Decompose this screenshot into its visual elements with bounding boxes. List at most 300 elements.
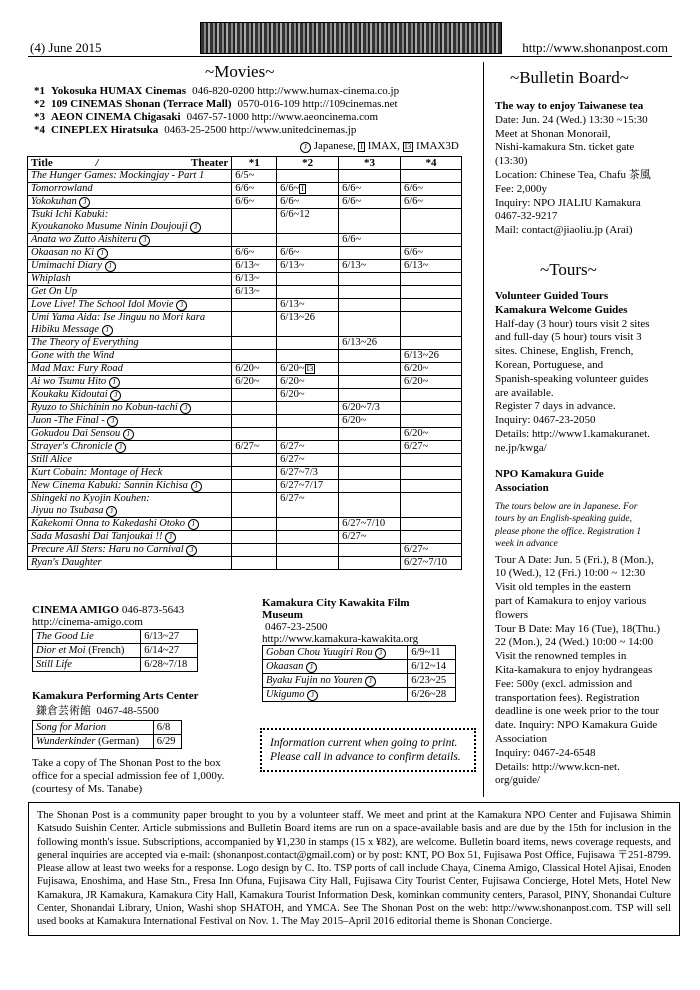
movie-title: Sada Masashi Dai Tanjoukai !! J (28, 531, 232, 544)
movie-title: Kakekomi Onna to Kakedashi Otoko J (28, 518, 232, 531)
kpac-jp: 鎌倉芸術館 (36, 705, 91, 717)
japanese-icon: J (102, 325, 113, 336)
japanese-icon: J (300, 142, 311, 153)
showing-c3: 6/13~ (339, 260, 401, 273)
showing-c4 (401, 234, 462, 247)
japanese-icon: J (176, 300, 187, 311)
japanese-icon: J (107, 416, 118, 427)
table-row (28, 337, 462, 350)
movie-title: Whiplash (28, 273, 232, 286)
movie-title: Tsuki Ichi Kabuki: Kyoukanoko Musume Ninin Doujouji J (28, 209, 232, 234)
legend-japanese: Japanese, (313, 140, 356, 152)
text-line: please phone the office. Registration 1 (495, 526, 642, 537)
showing-c1 (232, 531, 277, 544)
theater-name: 109 CINEMAS Shonan (Terrace Mall) (51, 98, 232, 110)
japanese-icon: J (191, 481, 202, 492)
amigo-phone: 046-873-5643 (121, 604, 185, 616)
movie-title: Yokokuhan J (28, 196, 232, 209)
footer-info: The Shonan Post is a community paper brought to you by a volunteer staff. We meet and print at the Kamakura NPO Center and Fujisawa Shimin Katsudo Suishin Center. Article submissions and Bulletin Board items are run on a space-available basis and are due by the 15th for inclusion in the following month's issue. Subscriptions, accompanied by ¥1,230 in stamps (15 x ¥82), are welcome. Bulletin board items, news coverage requests, and general inquiries are accepted via e-mail: (shonanpost.contact@gmail.com) or by post: KNT, PO Box 51, Fujisawa Post Office, Fujisawa 〒251-8799. Please allow at least two weeks for a response. Logo design by C. Ito. TSP ports of call include Chaya, Cinema Amigo, Classical Hotel Ajisai, Enoden Fujisawa, Enoshima, and Hase Stn., Fresa Inn Ofuna, Fujisawa City Hall, Fujisawa City Tourist Center, Fujisawa Concierge, Hotel Mets, Hotel New Kamakura, JR Kamakura, Kamakura City Hall, Kamakura Tourist Information Desk, kominkan community centers, Parasol, PINY, Shonandai Culture Center, Shonandai Library, Union, Washi shop SHATOH, and YMCA. See The Shonan Post on the web: http://www.shonanpost.com. TSP will sell used books at Kamakura International Festival on Nov. 1. The May 2015–April 2016 editorial theme is Shonan Concierge. (28, 802, 680, 936)
showing-c2 (277, 286, 339, 299)
showing-c4 (401, 286, 462, 299)
header-divider (28, 56, 672, 57)
npo-tours (495, 468, 680, 788)
kawakita-url[interactable]: http://www.kamakura-kawakita.org (262, 633, 419, 645)
movie-title: Love Live! The School Idol Movie J (28, 299, 232, 312)
showing-c3: 6/20~7/3 (339, 402, 401, 415)
vg-subtitle: Kamakura Welcome Guides (495, 303, 628, 316)
showing-c2 (277, 531, 339, 544)
showing-c2: 6/6~ (277, 247, 339, 260)
text-line: Half-day (3 hour) tours visit 2 sites (495, 317, 650, 330)
movie-title: New Cinema Kabuki: Sannin Kichisa J (28, 480, 232, 493)
issue-label: (4) June 2015 (30, 40, 102, 55)
showing-c1 (232, 415, 277, 428)
showing-c4 (401, 389, 462, 402)
movie-title: Okaasan no Ki J (28, 247, 232, 260)
showing-c2 (277, 415, 339, 428)
film-date: 6/12~14 (408, 660, 456, 674)
kpac (32, 690, 247, 796)
table-row (28, 273, 462, 286)
japanese-icon: J (190, 222, 201, 233)
showing-c2 (277, 170, 339, 183)
japanese-icon: J (139, 235, 150, 246)
showing-c2: 6/20~ (277, 389, 339, 402)
legend-imax3d: IMAX3D (416, 140, 459, 152)
movie-title: Umi Yama Aida: Ise Jinguu no Mori kara Hibiku Message J (28, 312, 232, 337)
col-header-2: *2 (277, 157, 339, 170)
showing-c4 (401, 493, 462, 518)
japanese-icon: J (105, 261, 116, 272)
film-date: 6/26~28 (408, 688, 456, 702)
showing-c1 (232, 428, 277, 441)
volunteer-tours (495, 290, 680, 456)
theater-name: AEON CINEMA Chigasaki (51, 111, 181, 123)
table-row (263, 674, 456, 688)
movie-title: Strayer's Chronicle J (28, 441, 232, 454)
showing-c1 (232, 402, 277, 415)
showing-c2: 6/20~ I3 (277, 363, 339, 376)
showing-c4 (401, 273, 462, 286)
movie-title: Kurt Cobain: Montage of Heck (28, 467, 232, 480)
movie-title: Tomorrowland (28, 183, 232, 196)
showing-c1: 6/6~ (232, 183, 277, 196)
text-line: Visit the renowned temples in (495, 650, 627, 663)
table-row (33, 658, 198, 672)
theater-1 (34, 85, 399, 98)
theater-num: *1 (34, 85, 45, 97)
theater-list (34, 85, 399, 137)
table-row (28, 312, 462, 337)
kpac-name: Kamakura Performing Arts Center (32, 690, 199, 702)
title-header: Title / Theater (28, 157, 232, 170)
showing-c2 (277, 350, 339, 363)
text-line: flowers (495, 608, 528, 621)
japanese-icon: J (106, 506, 117, 517)
showing-c3 (339, 454, 401, 467)
showing-c1 (232, 299, 277, 312)
text-line: Spanish-speaking volunteer guides (495, 372, 649, 385)
japanese-icon: J (188, 519, 199, 530)
theater-info: 0570-016-109 http://109cinemas.net (237, 98, 398, 110)
text-line: sites. Chinese, English, French, (495, 345, 634, 358)
cinema-amigo (32, 604, 242, 672)
movies-heading: ~Movies~ (205, 62, 275, 81)
showing-c3 (339, 363, 401, 376)
showing-c3: 6/6~ (339, 183, 401, 196)
japanese-icon: J (186, 545, 197, 556)
table-row (33, 721, 182, 735)
showing-c1 (232, 544, 277, 557)
theater-info: 0463-25-2500 http://www.unitedcinemas.jp (164, 124, 357, 136)
showing-c2: 6/27~ (277, 454, 339, 467)
table-row (28, 454, 462, 467)
text-line: Register 7 days in advance. (495, 400, 616, 413)
movie-title: Shingeki no Kyojin Kouhen: Jiyuu no Tsubasa J (28, 493, 232, 518)
showing-c1 (232, 480, 277, 493)
film-title: Ukigumo J (263, 688, 408, 702)
movie-title: The Theory of Everything (28, 337, 232, 350)
table-row (28, 363, 462, 376)
showing-c3 (339, 299, 401, 312)
event-title: The way to enjoy Taiwanese tea (495, 100, 644, 112)
text-line: 0467-32-9217 (495, 210, 558, 223)
text-line: Inquiry: 0467-23-2050 (495, 414, 596, 427)
movie-title: Ai wo Tsumu Hito J (28, 376, 232, 389)
showing-c4: 6/13~26 (401, 350, 462, 363)
imax3d-icon: I3 (306, 364, 314, 373)
showing-c1 (232, 209, 277, 234)
bulletin-heading: ~Bulletin Board~ (510, 68, 629, 87)
table-row (28, 260, 462, 273)
showing-c2 (277, 273, 339, 286)
showing-c2: 6/6~12 (277, 209, 339, 234)
showing-c3 (339, 428, 401, 441)
text-line: Location: Chinese Tea, Chafu 茶風 (495, 168, 651, 181)
table-row (28, 518, 462, 531)
masthead-photo-band (200, 22, 502, 54)
vg-title: Volunteer Guided Tours (495, 290, 609, 302)
theater-num: *2 (34, 98, 45, 110)
showing-c1 (232, 493, 277, 518)
showing-c3 (339, 376, 401, 389)
showing-c4: 6/6~ (401, 247, 462, 260)
amigo-url[interactable]: http://cinema-amigo.com (32, 616, 143, 628)
text-line: Inquiry: NPO JIALIU Kamakura (495, 196, 641, 209)
showing-c2: 6/27~ (277, 493, 339, 518)
showing-c3 (339, 286, 401, 299)
tours-heading: ~Tours~ (540, 260, 597, 279)
showing-c1: 6/6~ (232, 196, 277, 209)
showing-c2 (277, 557, 339, 570)
showing-c1 (232, 454, 277, 467)
table-row (28, 531, 462, 544)
table-row (28, 286, 462, 299)
showing-c2 (277, 402, 339, 415)
text-line: Kita-kamakura to enjoy hydrangeas (495, 663, 653, 676)
showing-c3 (339, 467, 401, 480)
film-date: 6/9~11 (408, 646, 456, 660)
text-line: deadline is one week prior to the tour (495, 705, 660, 718)
text-line: Details: http://www1.kamakuranet. (495, 427, 650, 440)
showing-c2 (277, 544, 339, 557)
showing-c4 (401, 299, 462, 312)
showing-c1 (232, 312, 277, 337)
showing-c3 (339, 312, 401, 337)
showing-c4 (401, 209, 462, 234)
showing-c4: 6/27~ (401, 441, 462, 454)
film-title: Dior et Moi (French) (33, 644, 141, 658)
showing-c2: 6/20~ (277, 376, 339, 389)
showing-c3 (339, 170, 401, 183)
showing-c3 (339, 209, 401, 234)
text-line: 22 (Mon.), 24 (Wed.) 10:00 ~ 14:00 (495, 636, 654, 649)
film-title: The Good Lie (33, 630, 141, 644)
table-row (28, 544, 462, 557)
showing-c1 (232, 234, 277, 247)
showing-c1: 6/13~ (232, 286, 277, 299)
japanese-icon: J (115, 442, 126, 453)
film-title: Song for Marion (33, 721, 154, 735)
text-line: Fee: 500y (excl. admission and (495, 677, 633, 690)
col-header-3: *3 (339, 157, 401, 170)
showing-c2: 6/27~ (277, 441, 339, 454)
showing-c3: 6/6~ (339, 196, 401, 209)
film-title: Goban Chou Yuugiri Rou J (263, 646, 408, 660)
text-line: tours by an English-speaking guide, (495, 514, 632, 525)
site-url[interactable]: http://www.shonanpost.com (522, 40, 668, 55)
col-header-4: *4 (401, 157, 462, 170)
showing-c2: 6/13~ (277, 260, 339, 273)
npo-subtitle: Association (495, 481, 549, 494)
showing-c3 (339, 273, 401, 286)
text-line: Mail: contact@jiaoliu.jp (Arai) (495, 224, 633, 237)
japanese-icon: J (110, 390, 121, 401)
movie-title: Ryan's Daughter (28, 557, 232, 570)
legend-imax: IMAX, (367, 140, 400, 152)
theater-3 (34, 111, 399, 124)
showing-c4: 6/20~ (401, 363, 462, 376)
table-row (28, 170, 462, 183)
japanese-icon: J (180, 403, 191, 414)
showing-c3 (339, 544, 401, 557)
showing-c2 (277, 428, 339, 441)
showing-c2: 6/27~7/17 (277, 480, 339, 493)
theater-num: *3 (34, 111, 45, 123)
showing-c2: 6/6~ (277, 196, 339, 209)
showing-c2: 6/13~ (277, 299, 339, 312)
text-line: ne.jp/kwga/ (495, 441, 547, 454)
text-line: (13:30) (495, 155, 528, 168)
film-title: Byaku Fujin no Youren J (263, 674, 408, 688)
showing-c1: 6/13~ (232, 273, 277, 286)
film-date: 6/29 (153, 735, 181, 749)
showing-c4 (401, 312, 462, 337)
showing-c4: 6/27~7/10 (401, 557, 462, 570)
movie-title: Mad Max: Fury Road (28, 363, 232, 376)
text-line: Meet at Shonan Monorail, (495, 127, 611, 140)
japanese-icon: J (375, 648, 386, 659)
table-row (28, 402, 462, 415)
text-line: Tour A Date: Jun. 5 (Fri.), 8 (Mon.), (495, 553, 654, 566)
table-row (28, 467, 462, 480)
movie-title: Umimachi Diary J (28, 260, 232, 273)
showing-c4 (401, 518, 462, 531)
table-row (28, 415, 462, 428)
text-line: and full-day (5 hour) tours visit 3 (495, 331, 642, 344)
showing-c1 (232, 389, 277, 402)
theater-4 (34, 124, 399, 137)
theater-info: 0467-57-1000 http://www.aeoncinema.com (186, 111, 379, 123)
kawakita-name2: Museum (262, 609, 303, 621)
japanese-icon: J (97, 248, 108, 259)
showing-c1 (232, 557, 277, 570)
text-line: Date: Jun. 24 (Wed.) 13:30 ~15:30 (495, 113, 648, 126)
showing-c4: 6/6~ (401, 196, 462, 209)
movie-title: Ryuzo to Shichinin no Kobun-tachi J (28, 402, 232, 415)
column-divider (483, 62, 484, 797)
showing-c1: 6/6~ (232, 247, 277, 260)
showing-c2: 6/13~26 (277, 312, 339, 337)
showing-c3 (339, 350, 401, 363)
showing-c2: 6/27~7/3 (277, 467, 339, 480)
table-row (28, 480, 462, 493)
showing-c3: 6/27~7/10 (339, 518, 401, 531)
film-date: 6/14~27 (141, 644, 198, 658)
showing-c3 (339, 441, 401, 454)
showing-c3 (339, 389, 401, 402)
table-row (33, 644, 198, 658)
showing-c4: 6/6~ (401, 183, 462, 196)
text-line: org/guide/ (495, 774, 541, 787)
japanese-icon: J (165, 532, 176, 543)
kpac-phone: 0467-48-5500 (96, 705, 159, 717)
showing-c4: 6/20~ (401, 428, 462, 441)
showing-c3 (339, 493, 401, 518)
table-row (33, 630, 198, 644)
japanese-icon: J (123, 429, 134, 440)
theater-name: CINEPLEX Hiratsuka (51, 124, 159, 136)
table-row (28, 428, 462, 441)
table-row (28, 299, 462, 312)
imax-icon: I (360, 142, 364, 151)
movie-schedule (27, 156, 462, 570)
showing-c1 (232, 518, 277, 531)
film-title: Okaasan J (263, 660, 408, 674)
film-date: 6/8 (153, 721, 181, 735)
kawakita-name: Kamakura City Kawakita Film (262, 597, 410, 609)
showing-c3: 6/20~ (339, 415, 401, 428)
text-line: week in advance (495, 539, 558, 550)
text-line: Tour B Date: May 16 (Tue), 18(Thu.) (495, 622, 661, 635)
movie-title: Gone with the Wind (28, 350, 232, 363)
movie-title: Juon -The Final - J (28, 415, 232, 428)
movie-title: Still Alice (28, 454, 232, 467)
theater-info: 046-820-0200 http://www.humax-cinema.co.jp (192, 85, 400, 97)
showing-c1 (232, 467, 277, 480)
showing-c4: 6/13~ (401, 260, 462, 273)
movie-title: Precure All Sters: Haru no Carnival J (28, 544, 232, 557)
npo-title: NPO Kamakura Guide (495, 468, 604, 480)
table-row (28, 209, 462, 234)
table-row (28, 234, 462, 247)
showing-c3: 6/6~ (339, 234, 401, 247)
showing-c1: 6/5~ (232, 170, 277, 183)
showing-c3 (339, 557, 401, 570)
japanese-icon: J (109, 377, 120, 388)
table-row (263, 646, 456, 660)
table-row (28, 350, 462, 363)
amigo-name: CINEMA AMIGO (32, 604, 120, 616)
film-date: 6/13~27 (141, 630, 198, 644)
showing-c4 (401, 467, 462, 480)
showing-c2 (277, 337, 339, 350)
showing-c2 (277, 518, 339, 531)
table-header-row (28, 157, 462, 170)
text-line: part of Kamakura to enjoy various (495, 594, 647, 607)
table-row (28, 557, 462, 570)
table-row (28, 247, 462, 260)
showing-c4 (401, 170, 462, 183)
showing-c2: 6/6~ I (277, 183, 339, 196)
showing-c3 (339, 480, 401, 493)
showing-c2 (277, 234, 339, 247)
legend (300, 140, 459, 153)
text-line: Korean, Portuguese, and (495, 358, 604, 371)
theater-2 (34, 98, 399, 111)
text-line: Fee: 2,000y (495, 182, 547, 195)
showing-c1 (232, 350, 277, 363)
showing-c1: 6/27~ (232, 441, 277, 454)
showing-c3: 6/13~26 (339, 337, 401, 350)
showing-c1: 6/20~ (232, 363, 277, 376)
movie-title: Koukaku Kidoutai J (28, 389, 232, 402)
showing-c1 (232, 337, 277, 350)
japanese-icon: J (365, 676, 376, 687)
imax-icon: I (301, 184, 304, 193)
table-row (28, 493, 462, 518)
notice-box: Information current when going to print. Please call in advance to confirm details. (260, 728, 476, 772)
showing-c4 (401, 480, 462, 493)
film-title: Still Life (33, 658, 141, 672)
kpac-note: Take a copy of The Shonan Post to the box office for a special admission fee of 1,000y. (courtesy of Ms. Tanabe) (32, 757, 225, 795)
showing-c4: 6/27~ (401, 544, 462, 557)
table-row (28, 389, 462, 402)
theater-name: Yokosuka HUMAX Cinemas (51, 85, 187, 97)
film-title: Wunderkinder (German) (33, 735, 154, 749)
showing-c1: 6/13~ (232, 260, 277, 273)
table-row (33, 735, 182, 749)
text-line: transportation fees). Registration (495, 691, 640, 704)
showing-c3 (339, 247, 401, 260)
table-row (28, 196, 462, 209)
table-row (263, 660, 456, 674)
text-line: date. Inquiry: NPO Kamakura Guide (495, 719, 658, 732)
text-line: Association (495, 732, 547, 745)
showing-c4: 6/20~ (401, 376, 462, 389)
text-line: Details: http://www.kcn-net. (495, 760, 620, 773)
kawakita-phone: 0467-23-2500 (265, 621, 328, 633)
showing-c3: 6/27~ (339, 531, 401, 544)
text-line: The tours below are in Japanese. For (495, 501, 638, 512)
showing-c4 (401, 337, 462, 350)
text-line: Nishi-kamakura Stn. ticket gate (495, 141, 635, 154)
showing-c1: 6/20~ (232, 376, 277, 389)
showing-c4 (401, 454, 462, 467)
movie-title: Gokudou Dai Sensou J (28, 428, 232, 441)
film-date: 6/28~7/18 (141, 658, 198, 672)
imax3d-icon: I3 (404, 142, 412, 151)
